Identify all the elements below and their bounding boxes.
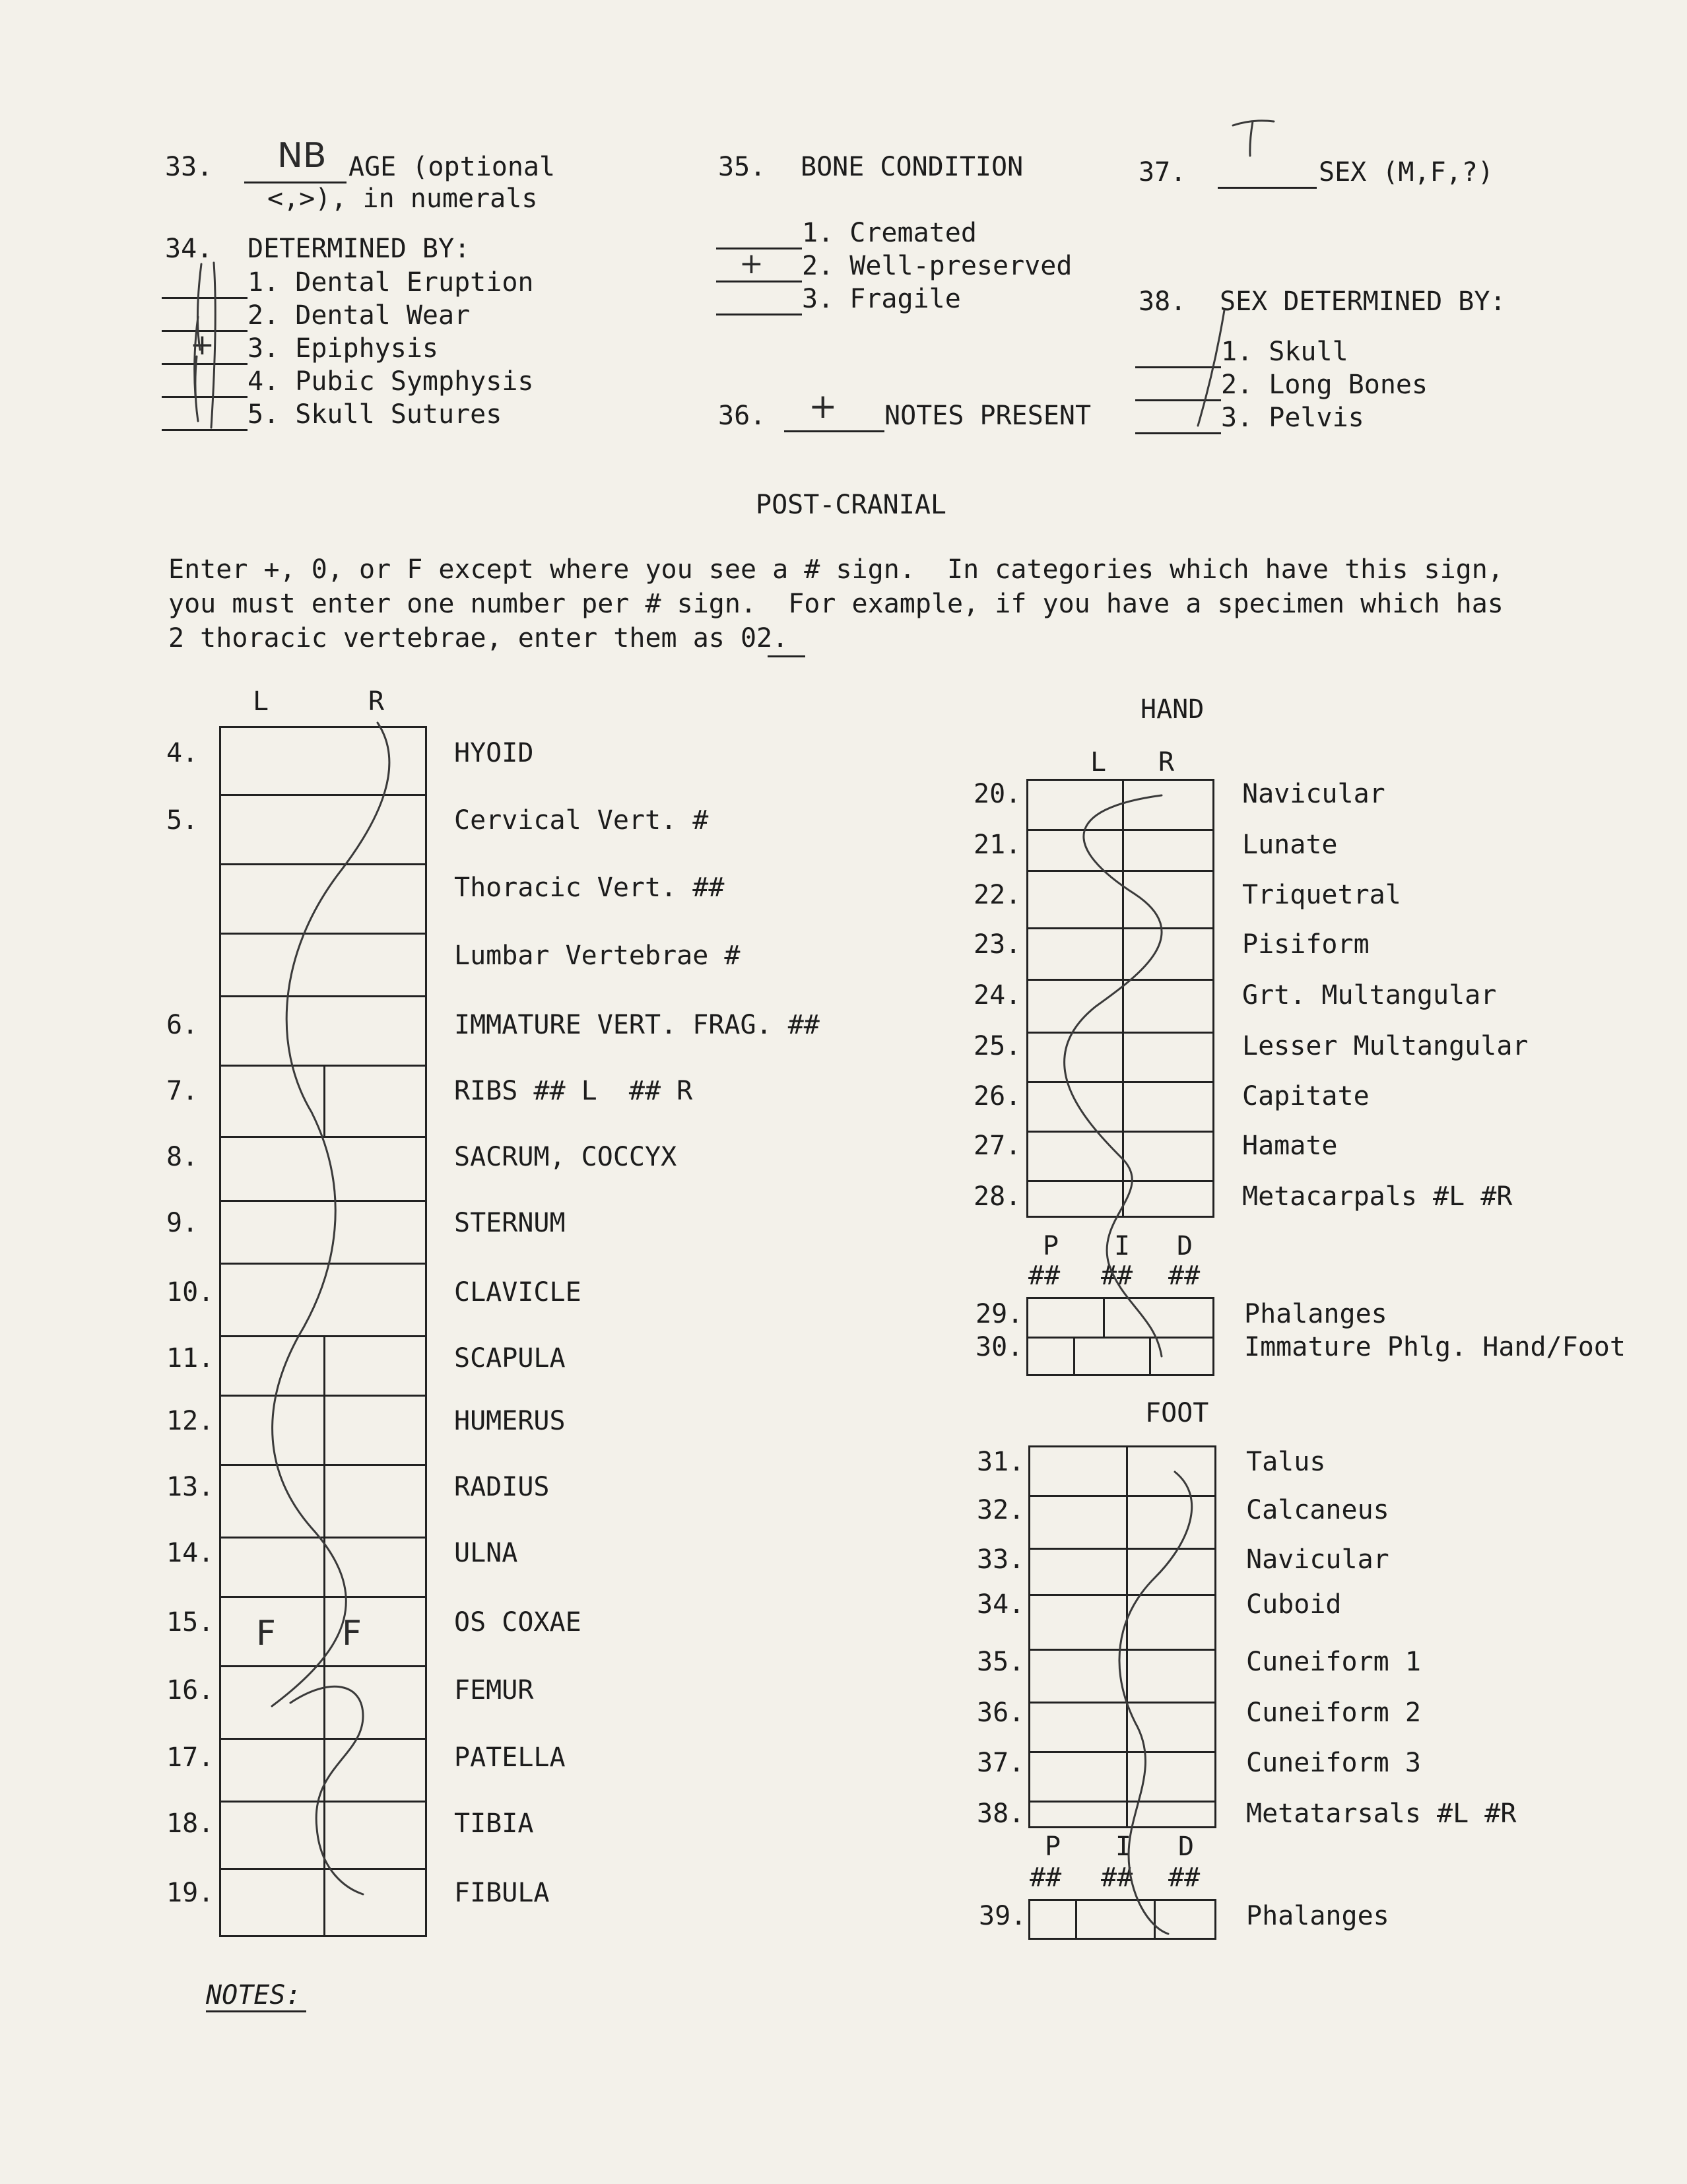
foot-row-number: 37. (977, 1748, 1025, 1778)
q35-label: BONE CONDITION (801, 152, 1024, 182)
q35-item-mark[interactable]: + (739, 247, 764, 281)
left-row-number: 14. (166, 1538, 215, 1568)
q36-notes-answer[interactable]: + (809, 387, 838, 426)
hand-row-label: Capitate (1242, 1081, 1370, 1111)
os-coxae-right-mark[interactable]: F (342, 1614, 362, 1653)
hand-row-label: Metacarpals #L #R (1242, 1181, 1513, 1212)
skeleton-grid (219, 726, 427, 1937)
hand-phalanges-num: 29. (976, 1299, 1024, 1329)
foot-phalanges-label: Phalanges (1246, 1901, 1389, 1931)
left-row-label: ULNA (454, 1538, 518, 1568)
q34-item-line (162, 297, 248, 299)
foot-row-label: Cuneiform 2 (1246, 1698, 1421, 1728)
left-row-number: 17. (166, 1742, 215, 1773)
q35-item-line (716, 281, 802, 282)
hand-row-number: 26. (974, 1081, 1022, 1111)
hand-heading: HAND (1141, 694, 1205, 725)
q36-number: 36. (718, 401, 766, 431)
left-row-number: 19. (166, 1878, 215, 1908)
q34-item-line (162, 363, 248, 365)
left-row-label: RIBS ## L ## R (454, 1076, 693, 1106)
left-row-number: 18. (166, 1808, 215, 1839)
left-col-r-header: R (368, 686, 385, 717)
hand-l-header: L (1090, 747, 1107, 778)
foot-row-number: 35. (977, 1647, 1025, 1677)
q34-item: 3. Epiphysis (248, 333, 438, 364)
left-row-label: TIBIA (454, 1808, 534, 1839)
q35-item: 3. Fragile (802, 284, 961, 314)
left-row-number: 8. (166, 1142, 199, 1172)
q34-item: 4. Pubic Symphysis (248, 366, 534, 397)
q37-answer-line (1218, 187, 1317, 189)
left-row-label: CLAVICLE (454, 1277, 581, 1307)
q36-answer-line (784, 430, 884, 432)
hand-pid-hash-d: ## (1168, 1261, 1201, 1291)
q38-label: SEX DETERMINED BY: (1220, 286, 1506, 317)
hand-pid-d: D (1177, 1231, 1193, 1261)
left-row-label: IMMATURE VERT. FRAG. ## (454, 1010, 820, 1040)
q35-number: 35. (718, 152, 766, 182)
left-row-label: HUMERUS (454, 1406, 566, 1436)
hand-row-label: Hamate (1242, 1131, 1338, 1161)
foot-pid-i: I (1115, 1832, 1132, 1862)
hand-row-number: 24. (974, 980, 1022, 1010)
q38-item: 2. Long Bones (1221, 370, 1428, 400)
foot-row-number: 34. (977, 1589, 1025, 1620)
hand-row-number: 23. (974, 929, 1022, 960)
hand-row-label: Lesser Multangular (1242, 1031, 1529, 1061)
hand-row-label: Triquetral (1242, 880, 1401, 910)
hand-pid-hash-i: ## (1101, 1261, 1133, 1291)
hand-pid-i: I (1114, 1231, 1131, 1261)
foot-pid-hash-i: ## (1101, 1863, 1133, 1893)
notes-label: NOTES: (206, 1980, 302, 2010)
q34-item: 2. Dental Wear (248, 300, 471, 331)
hand-row-label: Pisiform (1242, 929, 1370, 960)
left-row-number: 4. (166, 738, 199, 768)
hand-row-number: 22. (974, 880, 1022, 910)
q37-label: SEX (M,F,?) (1319, 157, 1494, 187)
q38-item: 3. Pelvis (1221, 403, 1364, 433)
left-row-number: 9. (166, 1208, 199, 1238)
post-cranial-heading: POST-CRANIAL (756, 490, 946, 520)
left-row-label: Cervical Vert. # (454, 805, 709, 836)
q34-item-line (162, 429, 248, 431)
left-row-number: 11. (166, 1343, 215, 1373)
q34-item-line (162, 396, 248, 398)
foot-phalanges-num: 39. (979, 1901, 1027, 1931)
left-row-number: 13. (166, 1472, 215, 1502)
q38-number: 38. (1139, 286, 1187, 317)
left-row-label: FIBULA (454, 1878, 550, 1908)
example-underline (768, 655, 805, 657)
left-row-label: FEMUR (454, 1675, 534, 1705)
foot-row-number: 38. (977, 1799, 1025, 1829)
foot-pid-hash-d: ## (1168, 1863, 1201, 1893)
q38-item-line (1135, 366, 1221, 368)
q33-label-2: <,>), in numerals (267, 183, 538, 214)
foot-row-label: Cuneiform 1 (1246, 1647, 1421, 1677)
os-coxae-left-mark[interactable]: F (256, 1614, 276, 1653)
foot-row-label: Cuneiform 3 (1246, 1748, 1421, 1778)
left-row-label: RADIUS (454, 1472, 550, 1502)
hand-row-number: 25. (974, 1031, 1022, 1061)
q38-item-line (1135, 432, 1221, 434)
foot-row-label: Navicular (1246, 1544, 1389, 1575)
left-row-label: SCAPULA (454, 1343, 566, 1373)
foot-pid-d: D (1178, 1832, 1195, 1862)
q38-item: 1. Skull (1221, 337, 1348, 367)
left-row-number: 7. (166, 1076, 199, 1106)
foot-row-label: Metatarsals #L #R (1246, 1799, 1517, 1829)
q34-item: 5. Skull Sutures (248, 399, 502, 430)
hand-row-number: 20. (974, 779, 1022, 809)
q34-item: 1. Dental Eruption (248, 267, 534, 298)
hand-pid-p: P (1043, 1231, 1059, 1261)
q35-item: 1. Cremated (802, 218, 977, 248)
left-row-label: Thoracic Vert. ## (454, 873, 725, 903)
immature-phalanges-label: Immature Phlg. Hand/Foot (1244, 1332, 1626, 1362)
instruction-line-1: Enter +, 0, or F except where you see a # sign. In categories which have this sign, (168, 554, 1504, 585)
hand-phalanges-label: Phalanges (1244, 1299, 1387, 1329)
hand-row-label: Grt. Multangular (1242, 980, 1497, 1010)
hand-row-number: 28. (974, 1181, 1022, 1212)
immature-phalanges-num: 30. (976, 1332, 1024, 1362)
left-row-label: HYOID (454, 738, 534, 768)
left-row-number: 12. (166, 1406, 215, 1436)
q33-number: 33. (165, 152, 213, 182)
left-row-label: SACRUM, COCCYX (454, 1142, 677, 1172)
notes-underline (206, 2010, 306, 2012)
left-row-label: STERNUM (454, 1208, 566, 1238)
hand-grid (1026, 779, 1214, 1218)
hand-pid-hash-p: ## (1028, 1261, 1061, 1291)
hand-r-header: R (1158, 747, 1175, 778)
left-row-number: 15. (166, 1607, 215, 1638)
instruction-line-3: 2 thoracic vertebrae, enter them as 02. (168, 623, 789, 653)
q35-item: 2. Well-preserved (802, 251, 1073, 281)
foot-row-label: Talus (1246, 1447, 1326, 1477)
q34-number: 34. (165, 234, 213, 264)
foot-row-number: 31. (977, 1447, 1025, 1477)
left-col-l-header: L (253, 686, 269, 717)
hand-row-label: Navicular (1242, 779, 1385, 809)
hand-phalanges-box (1026, 1297, 1214, 1376)
foot-heading: FOOT (1145, 1398, 1209, 1428)
hand-row-number: 21. (974, 830, 1022, 860)
foot-row-number: 33. (977, 1544, 1025, 1575)
foot-row-label: Calcaneus (1246, 1495, 1389, 1525)
hand-row-label: Lunate (1242, 830, 1338, 860)
q36-label: NOTES PRESENT (884, 401, 1092, 431)
q35-item-line (716, 314, 802, 315)
instruction-line-2: you must enter one number per # sign. For example, if you have a specimen which has (168, 589, 1504, 619)
foot-pid-p: P (1045, 1832, 1061, 1862)
hand-row-number: 27. (974, 1131, 1022, 1161)
q33-label: AGE (optional (348, 152, 556, 182)
q38-item-line (1135, 399, 1221, 401)
left-row-number: 6. (166, 1010, 199, 1040)
left-row-label: PATELLA (454, 1742, 566, 1773)
foot-row-number: 32. (977, 1495, 1025, 1525)
foot-row-label: Cuboid (1246, 1589, 1342, 1620)
left-row-number: 5. (166, 805, 199, 836)
foot-row-number: 36. (977, 1698, 1025, 1728)
q34-label: DETERMINED BY: (248, 234, 471, 264)
q34-item-mark[interactable]: + (190, 328, 215, 362)
q37-number: 37. (1139, 157, 1187, 187)
left-row-number: 10. (166, 1277, 215, 1307)
left-row-number: 16. (166, 1675, 215, 1705)
foot-pid-hash-p: ## (1030, 1863, 1062, 1893)
left-row-label: OS COXAE (454, 1607, 581, 1638)
foot-grid (1028, 1445, 1216, 1828)
foot-phalanges-box (1028, 1899, 1216, 1940)
q33-age-answer[interactable]: NB (277, 136, 327, 176)
left-row-label: Lumbar Vertebrae # (454, 941, 741, 971)
